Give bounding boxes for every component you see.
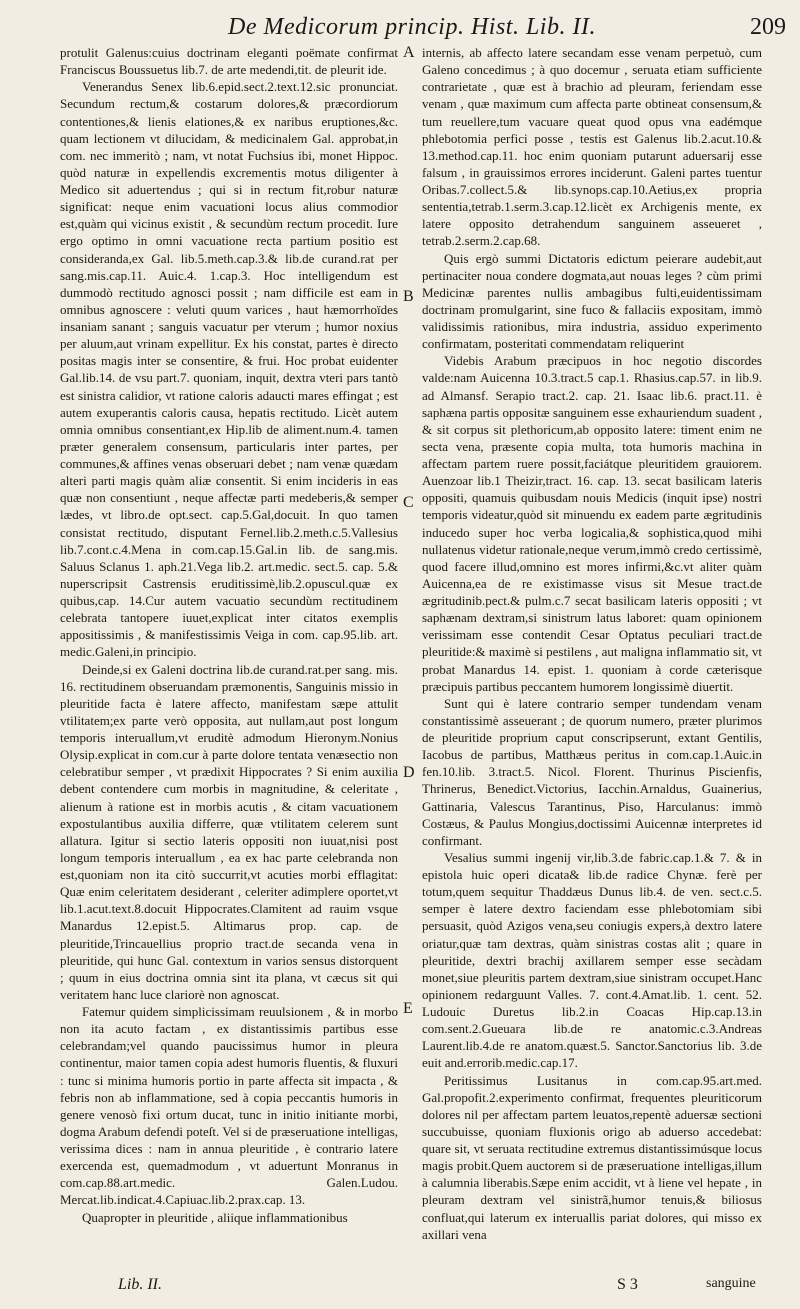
catchword: sanguine <box>706 1276 756 1291</box>
paragraph: Vesalius summi ingenij vir,lib.3.de fabric.cap.1.& 7. & in epistola huic operi dicata& lib.de radice Chynæ. ferè per totum,quem sequitur Thaddæus Dunus lib.4. de ven. sect.c.5. semper è latere dextro faciendam esse phlebotomiam sibi persuasit, quòd Azigos vena,seu coniugis expers,à dextro latere oriatur,quæ tam dextras, quàm sinistras costas alit ; quare in pleuritide, dextri brachij axillarem semper esse secàdam monet,siue pleuritis partem dextram,siue sinistram occupet.Hanc opinionem redarguunt Valles. 7. cont.4.Amat.lib. 1. cent. 52. Ludouic Duretus lib.2.in Coacas Hip.cap.13.in com.sent.2.Gueuara lib.de re anatomic.c.3.Andreas Laurent.lib.4.de re anatom.quæst.5. Sanctor.Sanctorius lib. 3.de euit and.errorib.medic.cap.17. <box>422 849 762 1071</box>
paragraph-continuation: protulit Galenus:cuius doctrinam eleganti poëmate confirmat Franciscus Boussuetus lib.7. de arte medendi,tit. de pleurit ide. <box>60 45 398 78</box>
running-title: De Medicorum princip. Hist. Lib. II. <box>228 14 596 40</box>
margin-letter-c: C <box>403 494 414 511</box>
page-number: 209 <box>750 14 786 40</box>
paragraph: Fatemur quidem simplicissimam reuulsionem , & in morbo non ita acuto factam , ex distantissimis partibus esse celebrandam;vel quando paucissimus humor in pleura continentur, maior tamen copia adest humoris fluentis, & fluxuri : tunc si minima humoris portio in parte affecta sit impacta , & febris non ab inflammatione, sed à copia peccantis humoris in genere venosò fixi ortum ducat, tunc in initio initiante morbi, dogma Arabum defendi poteſt. Vel si de præseruatione intelligas, verissima dices : nam in annua pleuritide , è contrario latere exercenda est, quemadmodum , vt aduertunt Monranus in com.cap.88.art.medic. Galen.Ludou. Mercat.lib.indicat.4.Capiuac.lib.2.prax.cap. 13. <box>60 1004 398 1208</box>
margin-letter-b: B <box>403 288 414 305</box>
margin-letter-d: D <box>403 764 415 781</box>
paragraph-continuation: internis, ab affecto latere secandam esse venam perpetuò, cum Galeno concedimus ; à quo docemur , seruata etiam sufficiente contrarietate , quæ est à brachio ad pleuram, feriendam esse venam , quæ maximum cum affecta parte obtineat consensum,& tum reuellere,tum vacuare queat quod opus vna eadémque phlebotomia perfici posse , testis est Galenus lib.2.acut.10.& 13.method.cap.11. hoc enim quoniam putarunt aduersarij esse falsum , in grauissimos errores inciderunt. Galeni partes tuentur Oribas.7.collect.5.& lib.synops.cap.10.Aetius,ex propria sententia,tetrab.1.serm.3.cap.12.licèt ex Archigenis mente, ex latere opposito detrahendum sanguinem asseueret , tetrab.2.serm.2.cap.68. <box>422 45 762 249</box>
paragraph: Peritissimus Lusitanus in com.cap.95.art.med. Gal.propofit.2.experimento confirmat, frequentes pleuriticorum dolores nil per affectam partem leuatos,repentè aduersæ sectioni succubuisse, quoniam fluxionis origo ab aduerso accedebat: quare sit, vt seruata rectitudine extremus distantissimúsque locus magis probit.Quem auctorem si de præseruatione intelligas,illum à calumnia liberabis.Sæpe enim accidit, vt à liene vel hepate , in pleuram dextram vel sinistrã,humor tenuis,& biliosus confluat,qui laterum ex interuallis pariat dolores, qui misso ex axillari vena <box>422 1072 762 1242</box>
footer-book-label: Lib. II. <box>118 1276 162 1293</box>
right-column <box>422 44 762 1274</box>
margin-letter-a: A <box>403 44 415 61</box>
paragraph: Quis ergò summi Dictatoris edictum peierare audebit,aut pertinaciter noua condere dogmata,aut nouas leges ? cùm primi Medicinæ parentes nullis ambagibus fulti,euidentissimam doctrinam promulgarint, sine fuco & fallaciis expositam, immò validissimis rationibus, mira industria, assiduo experimento confirmatam, posteritati commendatam reliquerint <box>422 250 762 352</box>
paragraph: Videbis Arabum præcipuos in hoc negotio discordes valde:nam Auicenna 10.3.tract.5 cap.1. Rhasius.cap.57. in lib.9. ad Almansf. Serapio tract.2. cap. 21. Isaac lib.6. pract.11. è saphæna partis oppositæ sanguinem esse exhauriendum suadent , & sit corpus sit plethoricum,ab opposito latere: timent enim ne secta vena, præsente copia multa, tota humoris machina in affectam partem ruere possit,faciátque pleuritidem grauiorem. Auenzoar lib.1 Theizir,tract. 16. cap. 13. secat basilicam lateris oppositi, quamuis quibusdam nouis Medicis (inquit ipse) nostri temporis videatur,quòd sit minuendu ex eadem parte ægritudinis inducedo super hoc verba logicalia,& sophistica,quod mihi nullatenus videtur rationale,neque verum,immò credo certissimè, quod facere illud,omnino est mores infirmi,&c.vt aliter quàm Auicenna,ea de re existimasse visus sit Mesue tract.de ægritudinib.pect.& pulm.c.7 secat basilicam lateris oppositi ; vt saphænam dextram,si sinistrum latus laboret: quam opinionem verissimam esse contendit Cesar Optatus peculiari tract.de pleuritide:& maximè si pestilens , aut maligna inflammatio sit, vt probat Manardus 14. epist. 1. quoniam à corde cæterisque præcipuis partibus peccantem humorem longissimè diuertit. <box>422 353 762 694</box>
paragraph: Quapropter in pleuritide , aliique inflammationibus <box>82 1209 348 1225</box>
margin-letter-e: E <box>403 1000 413 1017</box>
paragraph: Sunt qui è latere contrario semper tundendam venam constantissimè asseuerant ; de quorum numero, præter plurimos de pleuritide proprium caput conscripserunt, extant Gentilis, Iacobus de partibus, Matthæus peritus in com.cap.1.Auic.in fen.10.lib. 3.tract.5. Nicol. Florent. Thurinus Piscienfis, Thrinerus, Benedict.Victorius, Iacchin.Arnaldus, Guainerius, Gattinaria, Valescus Tarantinus, Piso, Harculanus: immò Costæus, & Paulus Mongius,doctissimi Auicennæ interpretes id confirmant. <box>422 695 762 848</box>
running-head <box>0 14 800 44</box>
left-column <box>60 44 398 1274</box>
page-footer <box>0 1276 800 1300</box>
paragraph: Deinde,si ex Galeni doctrina lib.de curand.rat.per sang. mis. 16. rectitudinem obseruandam præmonentis, Sanguinis missio in pleuritide facta è latere affecto, manifestam sæpe attulit vtilitatem;ex parte verò opposita, aut nullam,aut post longum temporis interuallum,vt eruditè admodum Hieronym.Nonius Olysip.explicat in com.cur à parte dolore tentata venæsectio non celebratibur semper , vt prædixit Hippocrates ? Si enim auxilia debent contendere cum morbis in magnitudine, & celeritate , alienum à ratione est in morbis acutis , & citam vacuationem expostulantibus auxilia differre, quæ vtilitatem celerem sunt allatura. Igitur si sectio lateris oppositi non iuuat,nisi post longum temporis interuallum , ea ex hac parte celebranda non est,quoniam non ita citò succurrit,vt acuties morbi efflagitat: Quæ enim celeritatem desiderant , celeriter adimplere oportet,vt lib.1.acut.text.8.docuit Hippocrates.Clamitent ad rauim vsque Manardus 12.epist.5. Altimarus prop. cap. de pleuritide,Trincauellius proprio tract.de secanda vena in pleuritide, qui hunc Gal. contextum in varios sensus distorquent ; quum in eius doctrina omnia sint ita plana, vt cæcus sit qui veritatem hanc luce clariorè non agnoscat. <box>60 661 398 1002</box>
signature-mark: S 3 <box>617 1276 638 1293</box>
paragraph: Venerandus Senex lib.6.epid.sect.2.text.12.sic pronunciat. Secundum rectum,& costarum dolores,& præcordiorum contentiones,& lienis elationes,& ex naribus eruptiones,&c. quam lectionem vt dilucidam, & medicinalem Gal. approbat,in com. nec immeritò ; nam, vt notat Fuchsius ibi, monet Hippoc. quòd naturæ in expellendis excrementis motus diligenter à Medico sit aduertendus ; qui si in rectum fit,robur naturæ significat: neque enim vacuationi locus alius commodior est,quàm qui vicinus existit , & secundùm rectum procedit. Iure ergo optimo in omni vacuatione recta partium positio est consideranda,ex Gal. lib.5.meth.cap.3.& lib.de curand.rat per sang.mis.cap.11. Auic.4. 1.cap.3. Hoc intelligendum est dummodò rectitudo agnosci possit ; nam difficile est eam in omnibus agnoscere : veluti quum varices , haut hæmorrhoïdes insaniam sanant ; sanguis vacuatur per vterum ; humor noxius per aluum,aut vrinam expellitur. Ex his constat, partes è directo positas magis inter se consentire, & frui. Hoc probat euidenter Gal.lib.14. de vsu part.7. quoniam, inquit, dextra vteri pars tantò est sinistra calidior, vt ratione caloris adaucti mares effingat ; est autem exuperantis caloris causa, hepatis rectitudo. Licèt autem omnia omnibus consentiant,ex Hip.lib de aliment.num.4. tamen præter generalem consensum, particularis inter partes, per communes,& affines venas obseruari debet ; nam venæ quædam alteri parti magis quàm aliæ consentit. Si enim incideris in eas quæ non consentiunt , neque affectæ parti medeberis,& semper lædes, vt libro.de opt.sect. cap.5.Gal,docuit. In quo tamen consistat rectitudo, disputant Fernel.lib.2.meth.c.5.Vallesius lib.7.cont.c.4.Mena in com.cap.15.Gal.in lib. de sang.mis. Saluus Sclanus 1. aph.21.Vega lib.2. art.medic. sect.5. cap. 5.& nuperscripsit Castrensis eruditissimè,lib.2.opuscul.quæ ex quibus,cap. 14.Cur autem vacuatio secundùm rectitudinem celebrata tantopere iuuet,explicat inter citatos exemplis appositissimis , & manifestissimis Veiga in com. cap.95.lib. art. medic.Galeni,in principio. <box>60 79 398 660</box>
